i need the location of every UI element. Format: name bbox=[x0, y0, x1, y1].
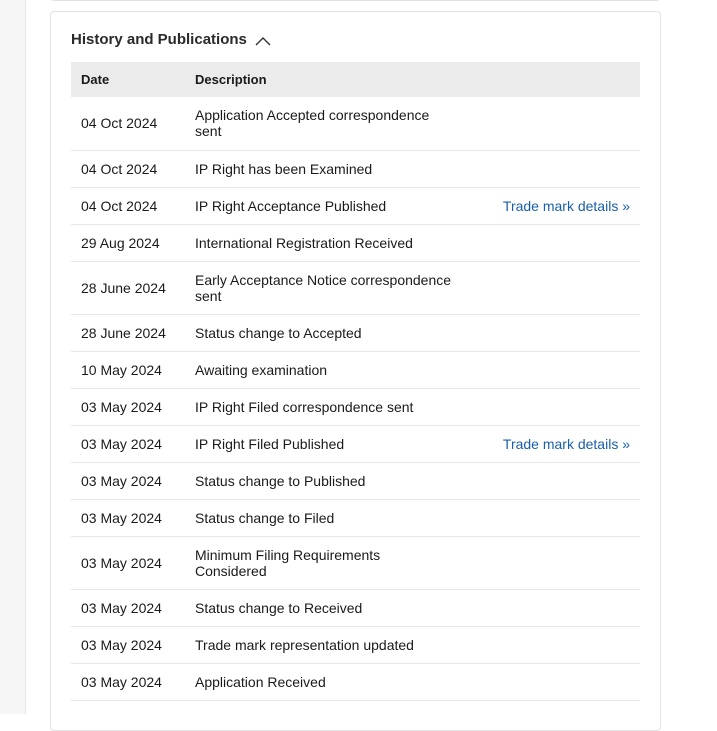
row-date: 03 May 2024 bbox=[71, 425, 185, 462]
row-description: IP Right has been Examined bbox=[185, 150, 485, 187]
table-row bbox=[71, 187, 640, 224]
table-row bbox=[71, 425, 640, 462]
row-date: 03 May 2024 bbox=[71, 462, 185, 499]
row-actions bbox=[485, 425, 640, 462]
row-description: Early Acceptance Notice correspondence sent bbox=[185, 261, 485, 314]
table-row bbox=[71, 626, 640, 663]
table-row bbox=[71, 351, 640, 388]
table-row bbox=[71, 499, 640, 536]
row-date: 10 May 2024 bbox=[71, 351, 185, 388]
trade-mark-details-link[interactable]: Trade mark details » bbox=[502, 197, 630, 214]
section-title: History and Publications bbox=[71, 31, 247, 48]
row-date: 03 May 2024 bbox=[71, 388, 185, 425]
trade-mark-details-link[interactable]: Trade mark details » bbox=[502, 435, 630, 452]
row-description: Minimum Filing Requirements Considered bbox=[185, 536, 485, 589]
row-description: Status change to Published bbox=[185, 462, 485, 499]
row-actions bbox=[485, 187, 640, 224]
row-actions bbox=[485, 499, 640, 536]
row-actions bbox=[485, 626, 640, 663]
row-actions bbox=[485, 663, 640, 700]
row-date: 04 Oct 2024 bbox=[71, 97, 185, 150]
row-date: 03 May 2024 bbox=[71, 663, 185, 700]
row-actions bbox=[485, 388, 640, 425]
row-actions bbox=[485, 261, 640, 314]
row-description: Application Received bbox=[185, 663, 485, 700]
row-date: 04 Oct 2024 bbox=[71, 187, 185, 224]
table-row bbox=[71, 388, 640, 425]
row-actions bbox=[485, 536, 640, 589]
history-publications-card bbox=[50, 11, 661, 731]
column-header-date: Date bbox=[81, 72, 110, 87]
row-actions bbox=[485, 462, 640, 499]
table-row bbox=[71, 314, 640, 351]
row-date: 03 May 2024 bbox=[71, 589, 185, 626]
row-description: IP Right Filed correspondence sent bbox=[185, 388, 485, 425]
table-row bbox=[71, 224, 640, 261]
table-row bbox=[71, 150, 640, 187]
table-row bbox=[71, 462, 640, 499]
row-date: 03 May 2024 bbox=[71, 536, 185, 589]
row-description: Awaiting examination bbox=[185, 351, 485, 388]
table-row bbox=[71, 589, 640, 626]
previous-card-edge bbox=[50, 0, 661, 1]
row-actions bbox=[485, 351, 640, 388]
row-description: International Registration Received bbox=[185, 224, 485, 261]
row-actions bbox=[485, 224, 640, 261]
row-actions bbox=[485, 97, 640, 150]
row-date: 28 June 2024 bbox=[71, 314, 185, 351]
row-description: Application Accepted correspondence sent bbox=[185, 97, 485, 150]
table-row bbox=[71, 663, 640, 700]
row-date: 03 May 2024 bbox=[71, 499, 185, 536]
row-description: Status change to Accepted bbox=[185, 314, 485, 351]
row-date: 29 Aug 2024 bbox=[71, 224, 185, 261]
row-description: Status change to Filed bbox=[185, 499, 485, 536]
row-date: 28 June 2024 bbox=[71, 261, 185, 314]
table-row bbox=[71, 97, 640, 150]
row-actions bbox=[485, 314, 640, 351]
row-date: 03 May 2024 bbox=[71, 626, 185, 663]
row-description: IP Right Filed Published bbox=[185, 425, 485, 462]
row-description: Status change to Received bbox=[185, 589, 485, 626]
table-row bbox=[71, 536, 640, 589]
column-header-description: Description bbox=[195, 72, 267, 87]
row-description: IP Right Acceptance Published bbox=[185, 187, 485, 224]
row-date: 04 Oct 2024 bbox=[71, 150, 185, 187]
column-header-actions bbox=[485, 62, 640, 97]
table-header-row bbox=[71, 62, 640, 97]
chevron-up-icon[interactable] bbox=[255, 34, 271, 46]
table-row bbox=[71, 261, 640, 314]
row-actions bbox=[485, 150, 640, 187]
row-actions bbox=[485, 589, 640, 626]
page-left-gutter bbox=[0, 0, 26, 714]
history-table bbox=[71, 62, 640, 701]
row-description: Trade mark representation updated bbox=[185, 626, 485, 663]
history-section-toggle[interactable] bbox=[71, 31, 271, 48]
history-table-body bbox=[71, 97, 640, 700]
